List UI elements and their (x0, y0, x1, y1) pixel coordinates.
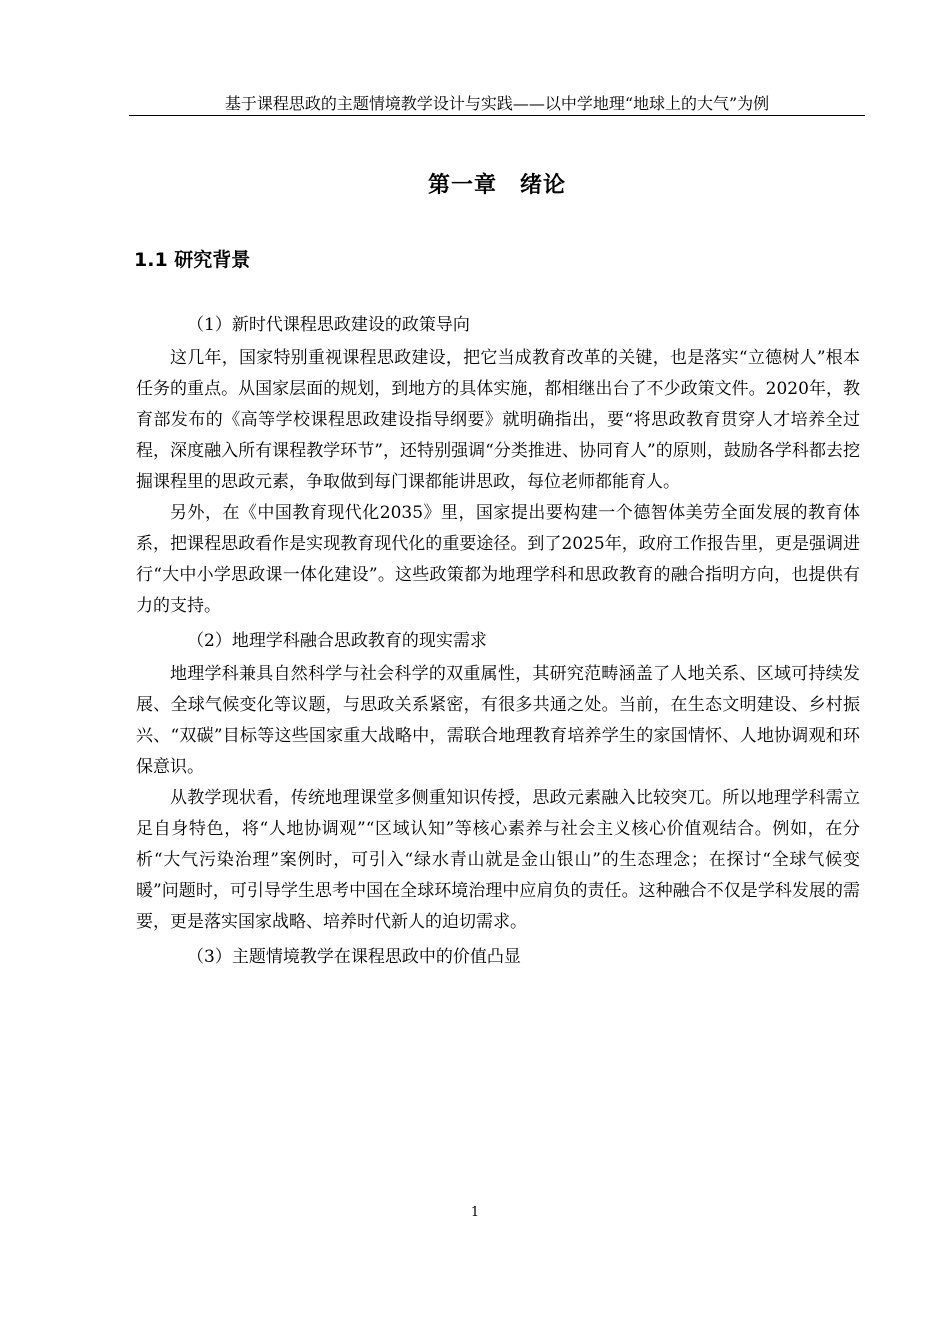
paragraph: 从教学现状看，传统地理课堂多侧重知识传授，思政元素融入比较突兀。所以地理学科需立足自身特色，将“人地协调观”“区域认知”等核心素养与社会主义核心价值观结合。例如，在分析“大气污染治理”案例时，可引入“绿水青山就是金山银山”的生态理念；在探讨“全球气候变暖”问题时，可引导学生思考中国在全球环境治理中应肩负的责任。这种融合不仅是学科发展的需要，更是落实国家战略、培养时代新人的迫切需求。 (136, 788, 860, 932)
paragraph: 另外，在《中国教育现代化2035》里，国家提出要构建一个德智体美劳全面发展的教育体系，把课程思政看作是实现教育现代化的重要途径。到了2025年，政府工作报告里，更是强调进行“大中小学思政课一体化建设”。这些政策都为地理学科和思政教育的融合指明方向，也提供有力的支持。 (136, 503, 860, 616)
subheading-policy: （1）新时代课程思政建设的政策导向 (187, 315, 470, 335)
subheading-geography-needs: （2）地理学科融合思政教育的现实需求 (187, 631, 487, 651)
section-title: 1.1 研究背景 (134, 249, 251, 271)
page-number: 1 (470, 1205, 480, 1220)
body-text (136, 306, 860, 975)
paragraph: 这几年，国家特别重视课程思政建设，把它当成教育改革的关键，也是落实“立德树人”根本任务的重点。从国家层面的规划，到地方的具体实施，都相继出台了不少政策文件。2020年，教育部发布的《高等学校课程思政建设指导纲要》就明确指出，要“将思政教育贯穿人才培养全过程，深度融入所有课程教学环节”，还特别强调“分类推进、协同育人”的原则，鼓励各学科都去挖掘课程里的思政元素，争取做到每门课都能讲思政，每位老师都能育人。 (136, 348, 860, 492)
header-rule (129, 115, 865, 116)
running-header: 基于课程思政的主题情境教学设计与实践——以中学地理“地球上的大气”为例 (224, 94, 770, 113)
paragraph: 地理学科兼具自然科学与社会科学的双重属性，其研究范畴涵盖了人地关系、区域可持续发展、全球气候变化等议题，与思政关系紧密，有很多共通之处。当前，在生态文明建设、乡村振兴、“双碳”目标等这些国家重大战略中，需联合地理教育培养学生的家国情怀、人地协调观和环保意识。 (136, 664, 860, 777)
subheading-thematic-teaching: （3）主题情境教学在课程思政中的价值凸显 (187, 947, 521, 967)
chapter-title: 第一章 绪论 (427, 173, 566, 198)
